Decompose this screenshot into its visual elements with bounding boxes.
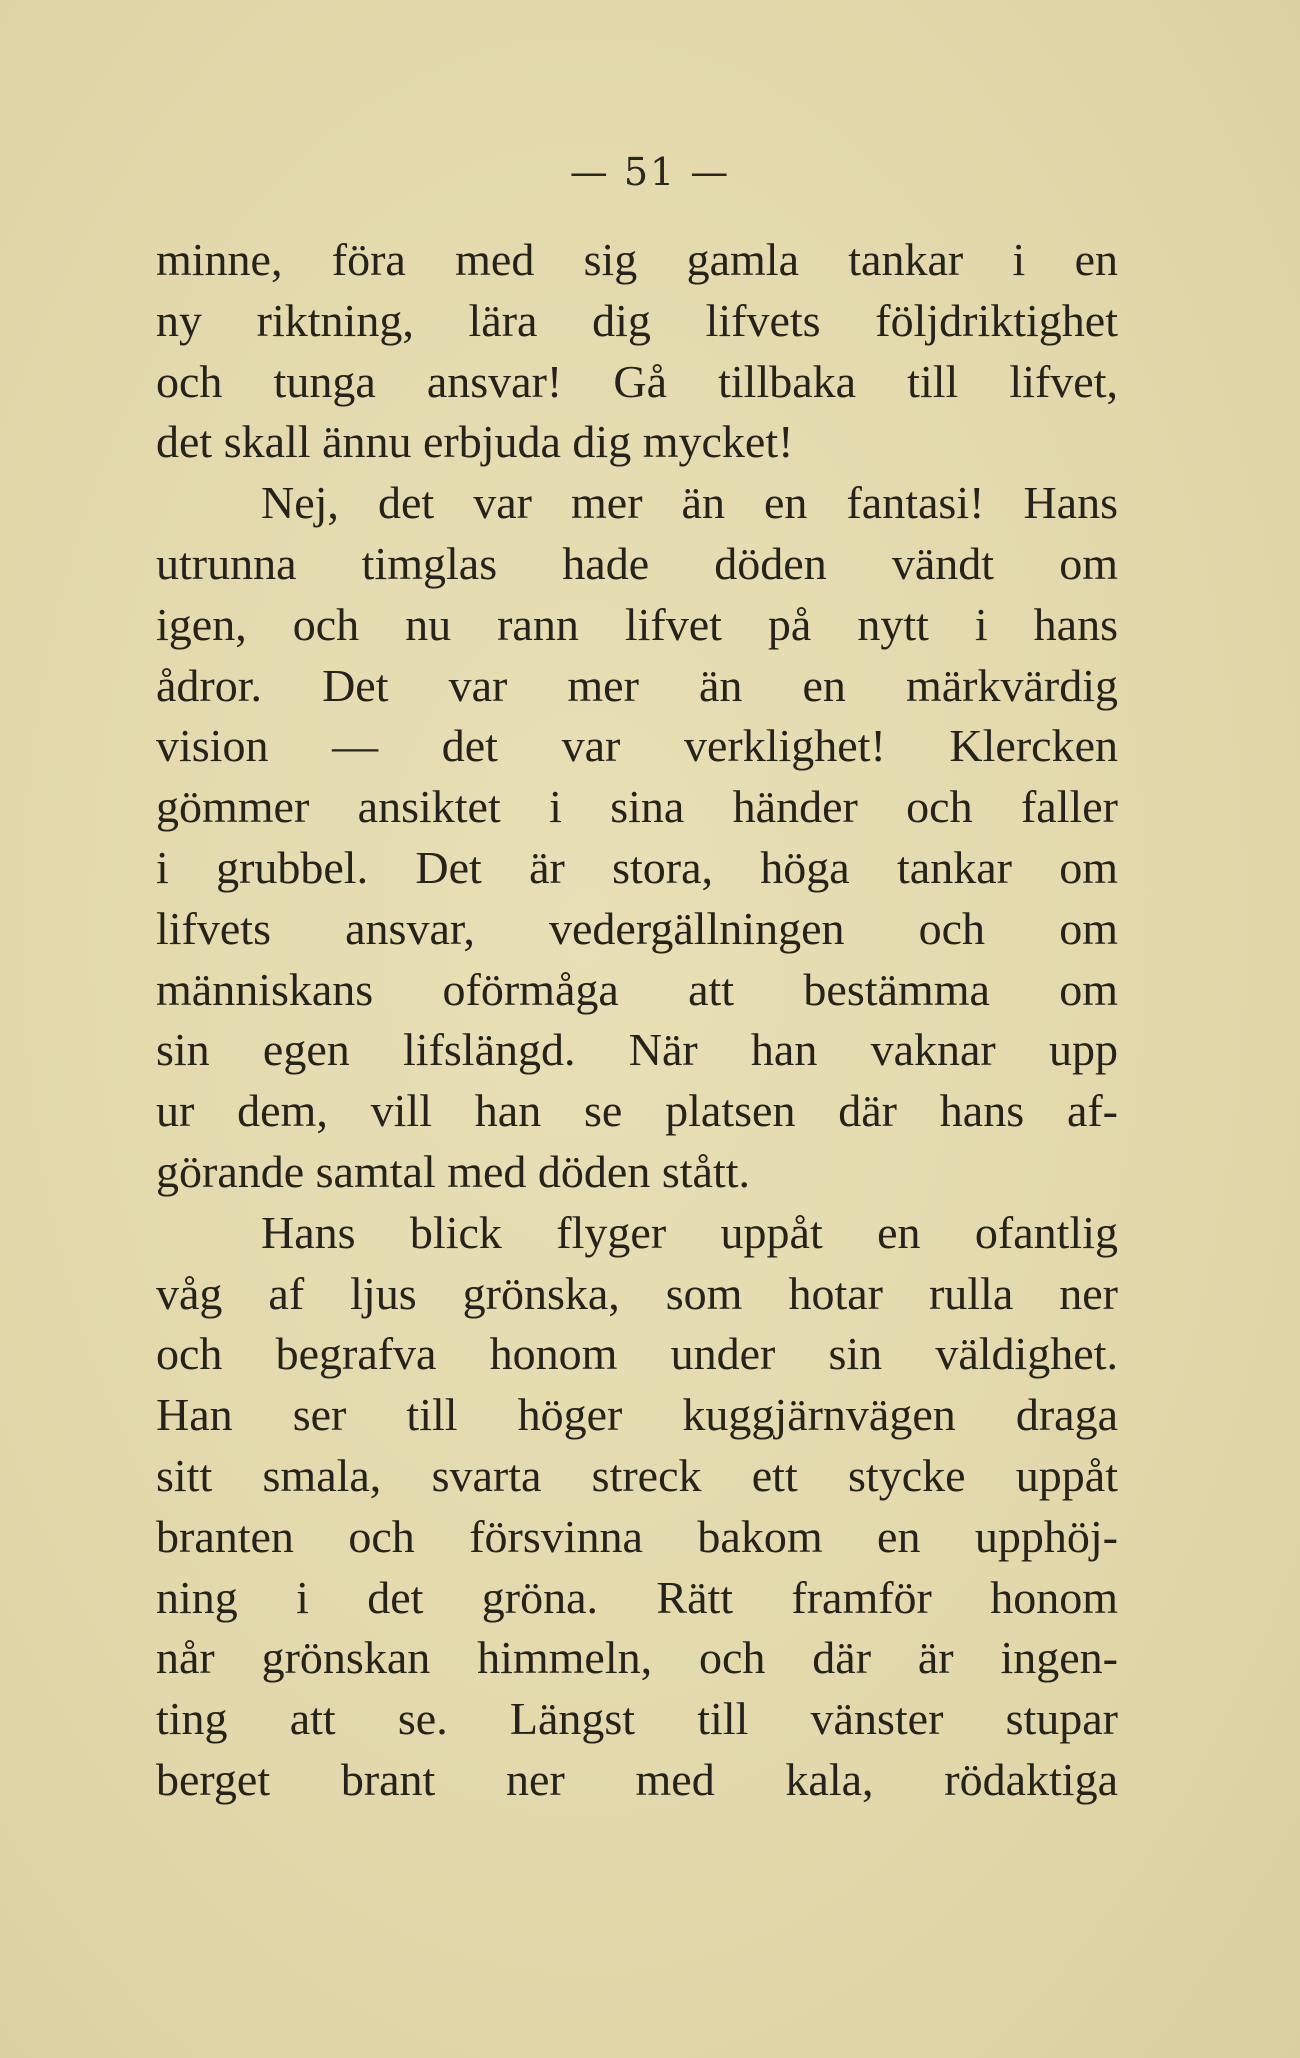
text-line: våg af ljus grönska, som hotar rulla ner: [156, 1267, 1118, 1319]
text-line: sitt smala, svarta streck ett stycke uppåt: [156, 1449, 1118, 1501]
text-line: görande samtal med döden stått.: [156, 1145, 751, 1197]
text-line: utrunna timglas hade döden vändt om: [156, 537, 1118, 589]
text-line: igen, och nu rann lifvet på nytt i hans: [156, 598, 1118, 650]
text-line: gömmer ansiktet i sina händer och faller: [156, 781, 1118, 833]
text-line: berget brant ner med kala, rödaktiga: [156, 1753, 1118, 1805]
text-line: vision — det var verklighet! Klercken: [156, 720, 1118, 772]
text-line: ur dem, vill han se platsen där hans af-: [156, 1085, 1118, 1137]
text-line: i grubbel. Det är stora, höga tankar om: [156, 841, 1118, 893]
text-line: och tunga ansvar! Gå tillbaka till lifvet,: [156, 355, 1118, 407]
body-text: [156, 230, 1118, 1811]
text-line: minne, föra med sig gamla tankar i en: [156, 234, 1118, 285]
text-line: ådror. Det var mer än en märkvärdig: [156, 659, 1118, 711]
page-number: — 51 —: [569, 150, 731, 194]
text-line: branten och försvinna bakom en upphöj-: [156, 1510, 1118, 1562]
text-line: och begrafva honom under sin väldighet.: [156, 1328, 1118, 1380]
text-line: ning i det gröna. Rätt framför honom: [156, 1571, 1118, 1623]
text-line: Han ser till höger kuggjärnvägen draga: [156, 1389, 1118, 1441]
text-line: människans oförmåga att bestämma om: [156, 963, 1118, 1015]
text-line: Nej, det var mer än en fantasi! Hans: [261, 477, 1118, 529]
text-line: ting att se. Längst till vänster stupar: [156, 1693, 1118, 1745]
text-line: sin egen lifslängd. När han vaknar upp: [156, 1024, 1118, 1076]
text-line: Hans blick flyger uppåt en ofantlig: [261, 1206, 1118, 1258]
text-line: det skall ännu erbjuda dig mycket!: [156, 416, 794, 468]
text-line: lifvets ansvar, vedergällningen och om: [156, 902, 1118, 954]
text-line: når grönskan himmeln, och där är ingen-: [156, 1632, 1118, 1684]
text-line: ny riktning, lära dig lifvets följdriktighet: [156, 294, 1118, 346]
